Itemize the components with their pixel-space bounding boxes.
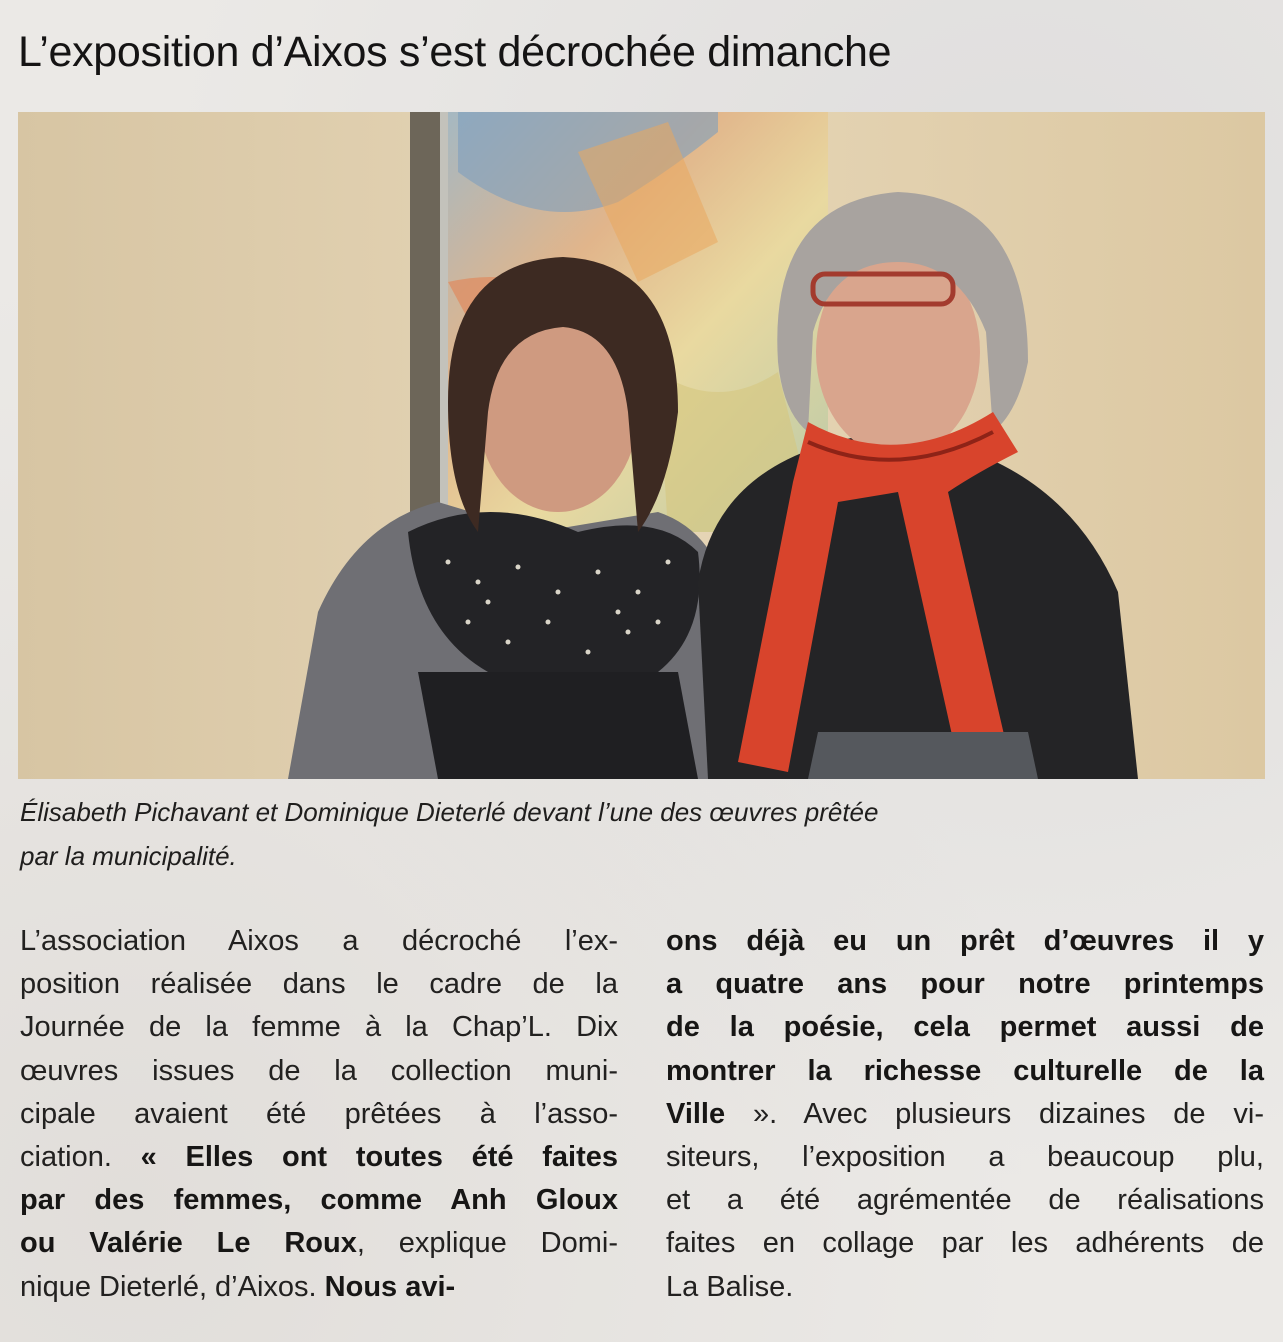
article-text-line	[666, 1006, 1264, 1049]
body-text: siteurs, l’exposition a beaucoup plu,	[666, 1141, 1264, 1174]
quote-text: ons déjà eu un prêt d’œuvres il y	[666, 925, 1264, 957]
quote-text: Nous avi-	[324, 1270, 456, 1303]
article-column-right	[666, 920, 1264, 1309]
quote-text: a quatre ans pour notre printemps	[666, 968, 1264, 1001]
article-text-line	[666, 920, 1264, 963]
body-text: position réalisée dans le cadre de la	[20, 968, 618, 1001]
body-text: ». Avec plusieurs dizaines de vi-	[725, 1097, 1264, 1130]
photo-illustration	[18, 112, 1265, 779]
quote-text: de la poésie, cela permet aussi de	[666, 1011, 1264, 1044]
article-text-line	[20, 1136, 618, 1179]
article-column-left	[20, 920, 618, 1309]
article-text-line	[20, 1266, 618, 1309]
body-text: La Balise.	[666, 1270, 794, 1303]
body-text: œuvres issues de la collection muni-	[20, 1054, 618, 1087]
quote-text: ou Valérie Le Roux	[20, 1227, 357, 1260]
article-text-line	[20, 1179, 618, 1222]
photo-caption	[20, 790, 1220, 878]
article-text-line	[666, 1222, 1264, 1265]
article-text-line	[666, 963, 1264, 1006]
quote-text: Ville	[666, 1097, 726, 1130]
article-text-line	[20, 1222, 618, 1265]
body-text: , explique Domi-	[356, 1227, 618, 1260]
body-text: Journée de la femme à la Chap’L. Dix	[20, 1011, 618, 1044]
article-photo	[18, 112, 1265, 779]
body-text: et a été agrémentée de réalisations	[666, 1184, 1264, 1217]
body-text: L’association Aixos a décroché l’ex-	[20, 925, 618, 957]
article-text-line	[666, 1050, 1264, 1093]
article-text-line	[20, 1093, 618, 1136]
quote-text: montrer la richesse culturelle de la	[666, 1054, 1264, 1087]
quote-text: par des femmes, comme Anh Gloux	[20, 1184, 618, 1217]
article-text-line	[20, 1006, 618, 1049]
body-text: cipale avaient été prêtées à l’asso-	[20, 1097, 618, 1130]
article-text-line	[666, 1266, 1264, 1309]
article-text-line	[20, 920, 618, 963]
article-text-line	[666, 1136, 1264, 1179]
article-headline: L’exposition d’Aixos s’est décrochée dimanche	[18, 28, 892, 76]
quote-text: « Elles ont toutes été faites	[140, 1141, 618, 1174]
caption-line: par la municipalité.	[20, 841, 237, 871]
caption-line: Élisabeth Pichavant et Dominique Dieterlé devant l’une des œuvres prêtée	[20, 797, 879, 827]
article-text-line	[666, 1179, 1264, 1222]
body-text: ciation.	[20, 1141, 141, 1174]
body-text: nique Dieterlé, d’Aixos.	[20, 1270, 325, 1303]
body-text: faites en collage par les adhérents de	[666, 1227, 1264, 1260]
article-text-line	[20, 1050, 618, 1093]
article-text-line	[666, 1093, 1264, 1136]
article-text-line	[20, 963, 618, 1006]
